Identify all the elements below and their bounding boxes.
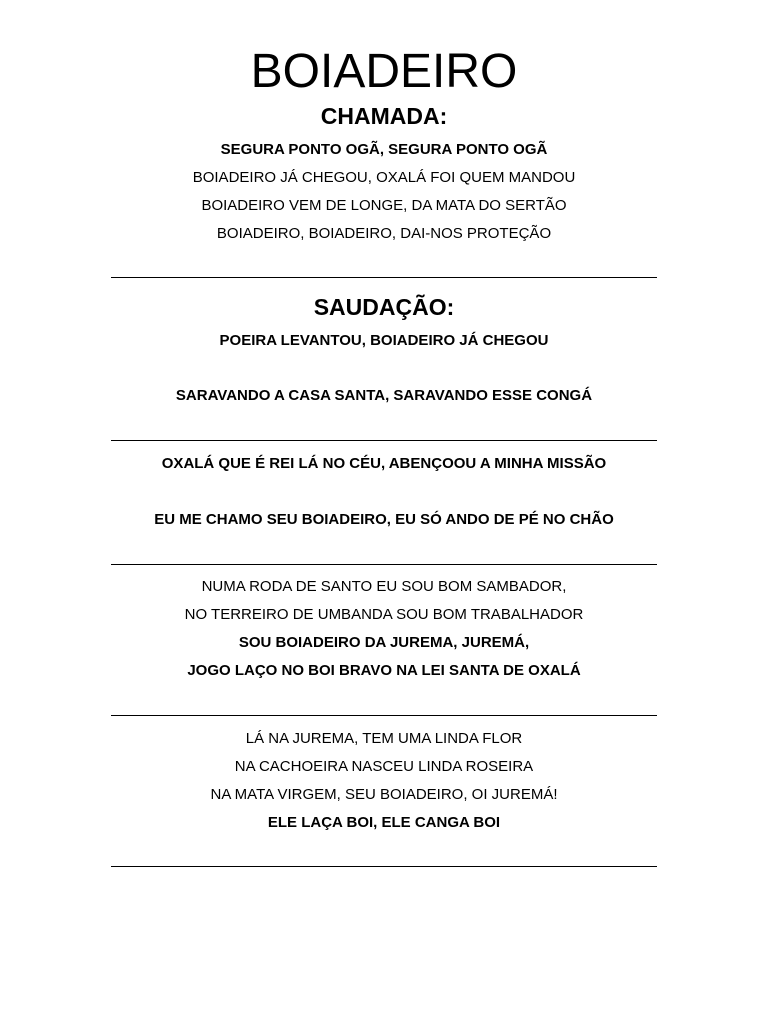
saudacao-heading: SAUDAÇÃO:	[313, 294, 455, 320]
verse-line: EU ME CHAMO SEU BOIADEIRO, EU SÓ ANDO DE PÉ NO CHÃO	[154, 511, 614, 528]
section-divider	[111, 715, 657, 716]
chamada-line: BOIADEIRO, BOIADEIRO, DAI-NOS PROTEÇÃO	[216, 225, 552, 242]
chamada-heading: CHAMADA:	[320, 103, 448, 129]
verse-line: LÁ NA JUREMA, TEM UMA LINDA FLOR	[245, 730, 523, 747]
section-divider	[111, 440, 657, 441]
document-title: BOIADEIRO	[250, 45, 518, 98]
verse-line: NUMA RODA DE SANTO EU SOU BOM SAMBADOR,	[201, 578, 567, 595]
verse-line: SOU BOIADEIRO DA JUREMA, JUREMÁ,	[238, 634, 530, 651]
chamada-line: SEGURA PONTO OGÃ, SEGURA PONTO OGÃ	[220, 141, 548, 158]
chamada-line: BOIADEIRO VEM DE LONGE, DA MATA DO SERTÃO	[201, 197, 567, 214]
chamada-line: BOIADEIRO JÁ CHEGOU, OXALÁ FOI QUEM MANDOU	[192, 169, 576, 186]
verse-line: NA CACHOEIRA NASCEU LINDA ROSEIRA	[234, 758, 534, 775]
verse-line: NO TERREIRO DE UMBANDA SOU BOM TRABALHADOR	[184, 606, 584, 623]
section-divider	[111, 866, 657, 867]
verse-line: OXALÁ QUE É REI LÁ NO CÉU, ABENÇOOU A MINHA MISSÃO	[161, 455, 607, 472]
verse-line: ELE LAÇA BOI, ELE CANGA BOI	[267, 814, 501, 831]
saudacao-line: SARAVANDO A CASA SANTA, SARAVANDO ESSE CONGÁ	[175, 387, 593, 404]
saudacao-line: POEIRA LEVANTOU, BOIADEIRO JÁ CHEGOU	[219, 332, 549, 349]
section-divider	[111, 277, 657, 278]
section-divider	[111, 564, 657, 565]
verse-line: JOGO LAÇO NO BOI BRAVO NA LEI SANTA DE OXALÁ	[187, 662, 581, 679]
verse-line: NA MATA VIRGEM, SEU BOIADEIRO, OI JUREMÁ!	[210, 786, 558, 803]
